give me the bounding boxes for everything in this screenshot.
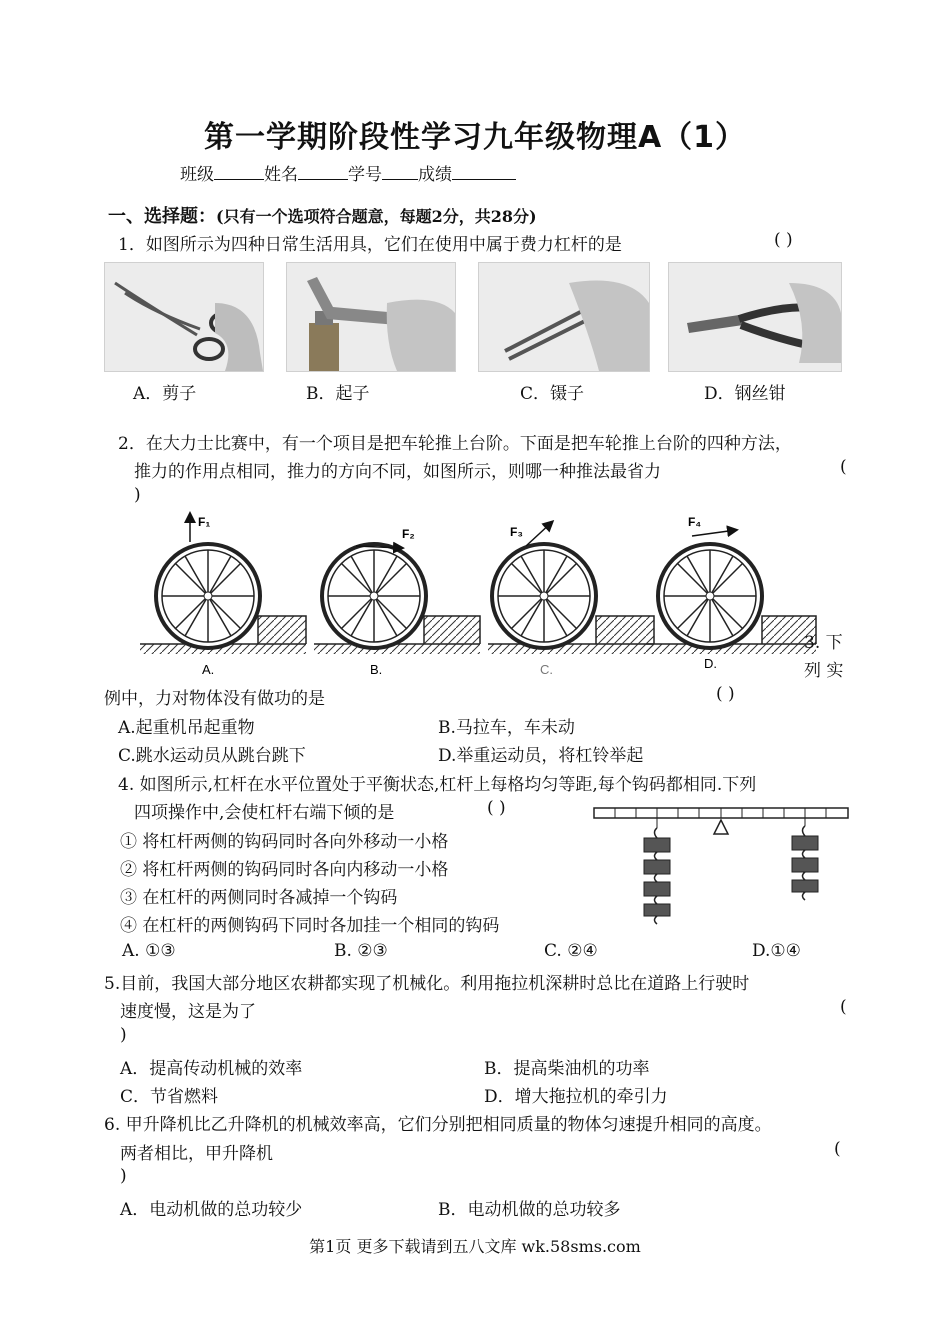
q6-bracket-close[interactable]: ): [120, 1166, 127, 1186]
q3-option-a[interactable]: A.起重机吊起重物: [118, 718, 255, 738]
q5-option-a[interactable]: A．提高传动机械的效率: [120, 1059, 303, 1079]
q4-bracket[interactable]: ( ): [487, 798, 506, 818]
scissors-photo: [104, 262, 264, 372]
name-blank[interactable]: [298, 163, 348, 180]
q2-wheels-figure: [130, 508, 870, 678]
page-footer: 第1页 更多下载请到五八文库 wk.58sms.com: [309, 1237, 641, 1256]
class-label: 班级: [180, 165, 214, 185]
pliers-icon: [669, 263, 841, 371]
force-label-f3: F₃: [510, 525, 523, 539]
q6-line1: 6. 甲升降机比乙升降机的机械效率高，它们分别把相同质量的物体匀速提升相同的高度。: [104, 1115, 772, 1135]
id-blank[interactable]: [382, 163, 418, 180]
q6-line2: 两者相比，甲升降机: [120, 1144, 273, 1164]
section-title: 一、选择题：: [108, 206, 216, 227]
q1-option-c[interactable]: C．镊子: [520, 384, 585, 404]
q2-line2: 推力的作用点相同，推力的方向不同，如图所示，则哪一种推法最省力: [134, 462, 661, 482]
right-weights: [792, 818, 818, 900]
q6-option-a[interactable]: A．电动机做的总功较少: [120, 1200, 303, 1220]
wheel-label-b: B.: [370, 662, 383, 677]
page-title: 第一学期阶段性学习九年级物理A（1）: [203, 120, 747, 155]
force-label-f1: F₁: [198, 515, 211, 529]
q4-item-3: ③ 在杠杆的两侧同时各减掉一个钩码: [120, 888, 398, 908]
name-label: 姓名: [264, 165, 298, 185]
q5-line1: 5.目前，我国大部分地区农耕都实现了机械化。利用拖拉机深耕时总比在道路上行驶时: [104, 974, 750, 994]
fulcrum: [714, 820, 728, 834]
q2-bracket-open[interactable]: (: [840, 457, 847, 477]
q3-option-b[interactable]: B.马拉车，车未动: [438, 718, 575, 738]
bottle-opener-photo: [286, 262, 456, 372]
wheel-label-d: D.: [704, 656, 717, 671]
section-note: (只有一个选项符合题意，每题2分，共28分): [216, 207, 537, 226]
pliers-photo: [668, 262, 842, 372]
force-label-f4: F₄: [688, 515, 702, 529]
q4-item-2: ② 将杠杆两侧的钩码同时各向内移动一小格: [120, 860, 449, 880]
q4-line2: 四项操作中,会使杠杆右端下倾的是: [134, 803, 395, 823]
q5-line2: 速度慢，这是为了: [120, 1002, 256, 1022]
q4-option-d[interactable]: D.①④: [752, 941, 801, 961]
wheel-label-c: C.: [540, 662, 553, 677]
q5-bracket-close[interactable]: ): [120, 1025, 127, 1045]
score-blank[interactable]: [452, 163, 516, 180]
wheel-b: [314, 527, 480, 677]
q5-option-b[interactable]: B．提高柴油机的功率: [484, 1059, 650, 1079]
q5-option-c[interactable]: C．节省燃料: [120, 1087, 219, 1107]
student-info-line: [180, 160, 516, 185]
q4-item-4: ④ 在杠杆的两侧钩码下同时各加挂一个相同的钩码: [120, 916, 500, 936]
q3-stem: 例中，力对物体没有做功的是: [104, 689, 325, 709]
tweezers-icon: [479, 263, 649, 371]
q1-option-b[interactable]: B．起子: [306, 384, 370, 404]
q1-option-a[interactable]: A．剪子: [133, 384, 197, 404]
q4-option-a[interactable]: A. ①③: [122, 941, 176, 961]
wheel-label-a: A.: [202, 662, 215, 677]
q3-number-part1: 3. 下: [804, 633, 843, 653]
force-label-f2: F₂: [402, 527, 415, 541]
bottle-opener-icon: [287, 263, 455, 371]
q2-line1: 2．在大力士比赛中，有一个项目是把车轮推上台阶。下面是把车轮推上台阶的四种方法，: [118, 434, 792, 454]
q4-option-c[interactable]: C. ②④: [544, 941, 598, 961]
class-blank[interactable]: [214, 163, 264, 180]
q3-bracket[interactable]: ( ): [716, 684, 735, 704]
q4-line1: 4. 如图所示,杠杆在水平位置处于平衡状态,杠杆上每格均匀等距,每个钩码都相同.下列: [118, 775, 757, 795]
q1-bracket[interactable]: ( ): [774, 230, 793, 250]
wheel-c: [488, 522, 654, 677]
q3-option-c[interactable]: C.跳水运动员从跳台跳下: [118, 746, 306, 766]
q4-option-b[interactable]: B. ②③: [334, 941, 388, 961]
q4-lever-figure: [592, 802, 852, 926]
q4-item-1: ① 将杠杆两侧的钩码同时各向外移动一小格: [120, 832, 449, 852]
q3-option-d[interactable]: D.举重运动员，将杠铃举起: [438, 746, 644, 766]
q1-option-d[interactable]: D．钢丝钳: [704, 384, 786, 404]
wheel-a: [140, 514, 306, 677]
id-label: 学号: [348, 165, 382, 185]
q6-bracket-open[interactable]: (: [834, 1139, 841, 1159]
q1-stem: 1．如图所示为四种日常生活用具，它们在使用中属于费力杠杆的是: [118, 235, 622, 255]
q6-option-b[interactable]: B．电动机做的总功较多: [438, 1200, 621, 1220]
q3-number-part2: 列 实: [804, 661, 844, 681]
q5-option-d[interactable]: D．增大拖拉机的牵引力: [484, 1087, 668, 1107]
scissors-icon: [105, 263, 263, 371]
wheel-d: [646, 515, 816, 671]
score-label: 成绩: [418, 165, 452, 185]
q2-bracket-close[interactable]: ): [134, 485, 141, 505]
section-heading: [108, 202, 537, 228]
left-weights: [644, 818, 670, 924]
tweezers-photo: [478, 262, 650, 372]
q5-bracket-open[interactable]: (: [840, 997, 847, 1017]
